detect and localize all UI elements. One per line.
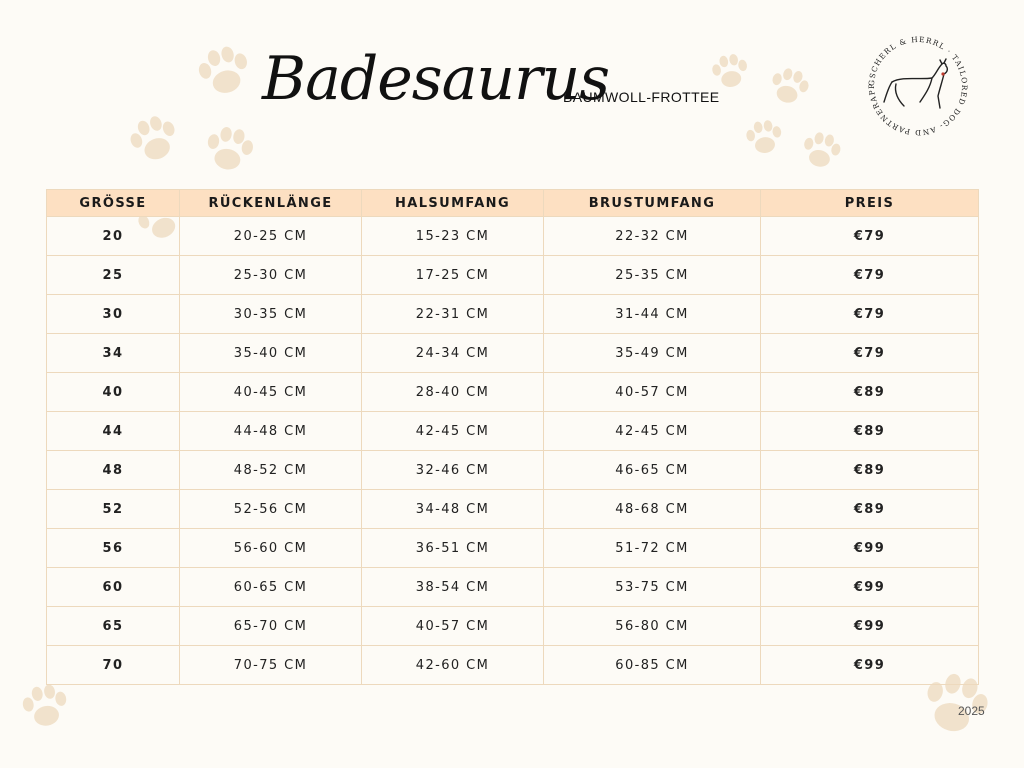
chest-cell: 51-72 CM — [544, 529, 761, 568]
table-row — [47, 373, 979, 412]
paw-print-icon — [199, 120, 259, 180]
dog-line-art-icon — [884, 59, 947, 108]
svg-text:GSCHERL & HERRL · TAILORED DOG — [862, 30, 969, 137]
table-row — [47, 607, 979, 646]
neck-cell: 17-25 CM — [362, 256, 544, 295]
chest-cell: 40-57 CM — [544, 373, 761, 412]
back-length-cell: 60-65 CM — [180, 568, 362, 607]
header-groesse: GRÖSSE — [47, 190, 180, 217]
price-cell: €89 — [761, 412, 979, 451]
paw-print-icon — [190, 38, 259, 107]
header-brustumfang: BRUSTUMFANG — [544, 190, 761, 217]
table-row — [47, 490, 979, 529]
table-row — [47, 412, 979, 451]
table-row — [47, 568, 979, 607]
back-length-cell: 25-30 CM — [180, 256, 362, 295]
neck-cell: 40-57 CM — [362, 607, 544, 646]
neck-cell: 24-34 CM — [362, 334, 544, 373]
price-cell: €89 — [761, 490, 979, 529]
neck-cell: 22-31 CM — [362, 295, 544, 334]
header-halsumfang: HALSUMFANG — [362, 190, 544, 217]
back-length-cell: 52-56 CM — [180, 490, 362, 529]
size-cell: 34 — [47, 334, 180, 373]
size-cell: 60 — [47, 568, 180, 607]
size-cell: 44 — [47, 412, 180, 451]
header-rueckenlaenge: RÜCKENLÄNGE — [180, 190, 362, 217]
back-length-cell: 40-45 CM — [180, 373, 362, 412]
price-cell: €99 — [761, 607, 979, 646]
chest-cell: 53-75 CM — [544, 568, 761, 607]
neck-cell: 32-46 CM — [362, 451, 544, 490]
paw-print-icon — [16, 678, 74, 736]
table-row — [47, 295, 979, 334]
price-cell: €89 — [761, 451, 979, 490]
table-row — [47, 451, 979, 490]
neck-cell: 36-51 CM — [362, 529, 544, 568]
price-cell: €79 — [761, 334, 979, 373]
neck-cell: 42-45 CM — [362, 412, 544, 451]
back-length-cell: 65-70 CM — [180, 607, 362, 646]
chest-cell: 48-68 CM — [544, 490, 761, 529]
chest-cell: 35-49 CM — [544, 334, 761, 373]
price-cell: €79 — [761, 217, 979, 256]
page-subtitle: BAUMWOLL-FROTTEE — [563, 89, 720, 105]
page-title: Badesaurus — [262, 44, 610, 114]
logo-ring-text: GSCHERL & HERRL · TAILORED DOG- AND PARTNERAPP — [866, 34, 970, 138]
paw-print-icon — [763, 61, 814, 112]
size-cell: 65 — [47, 607, 180, 646]
table-row — [47, 256, 979, 295]
table-row — [47, 646, 979, 685]
back-length-cell: 35-40 CM — [180, 334, 362, 373]
paw-print-icon — [796, 126, 846, 176]
back-length-cell: 48-52 CM — [180, 451, 362, 490]
chest-cell: 22-32 CM — [544, 217, 761, 256]
table-row — [47, 529, 979, 568]
neck-cell: 15-23 CM — [362, 217, 544, 256]
back-length-cell: 70-75 CM — [180, 646, 362, 685]
chest-cell: 42-45 CM — [544, 412, 761, 451]
price-cell: €99 — [761, 529, 979, 568]
paw-print-icon — [741, 115, 786, 160]
neck-cell: 38-54 CM — [362, 568, 544, 607]
size-cell: 40 — [47, 373, 180, 412]
price-cell: €89 — [761, 373, 979, 412]
chest-cell: 60-85 CM — [544, 646, 761, 685]
back-length-cell: 30-35 CM — [180, 295, 362, 334]
size-cell: 30 — [47, 295, 180, 334]
size-cell: 20 — [47, 217, 180, 256]
back-length-cell: 20-25 CM — [180, 217, 362, 256]
footer-year: 2025 — [958, 704, 985, 718]
price-cell: €99 — [761, 646, 979, 685]
price-cell: €79 — [761, 295, 979, 334]
size-cell: 70 — [47, 646, 180, 685]
table-header-row — [47, 190, 979, 217]
chest-cell: 56-80 CM — [544, 607, 761, 646]
back-length-cell: 56-60 CM — [180, 529, 362, 568]
back-length-cell: 44-48 CM — [180, 412, 362, 451]
price-cell: €79 — [761, 256, 979, 295]
table-row — [47, 334, 979, 373]
price-cell: €99 — [761, 568, 979, 607]
chest-cell: 25-35 CM — [544, 256, 761, 295]
neck-cell: 28-40 CM — [362, 373, 544, 412]
paw-print-icon — [121, 107, 188, 174]
size-table — [46, 189, 979, 685]
size-cell: 56 — [47, 529, 180, 568]
chest-cell: 46-65 CM — [544, 451, 761, 490]
size-cell: 52 — [47, 490, 180, 529]
size-cell: 48 — [47, 451, 180, 490]
neck-cell: 42-60 CM — [362, 646, 544, 685]
table-row — [47, 217, 979, 256]
neck-cell: 34-48 CM — [362, 490, 544, 529]
size-cell: 25 — [47, 256, 180, 295]
brand-logo — [862, 30, 974, 142]
header-preis: PREIS — [761, 190, 979, 217]
chest-cell: 31-44 CM — [544, 295, 761, 334]
